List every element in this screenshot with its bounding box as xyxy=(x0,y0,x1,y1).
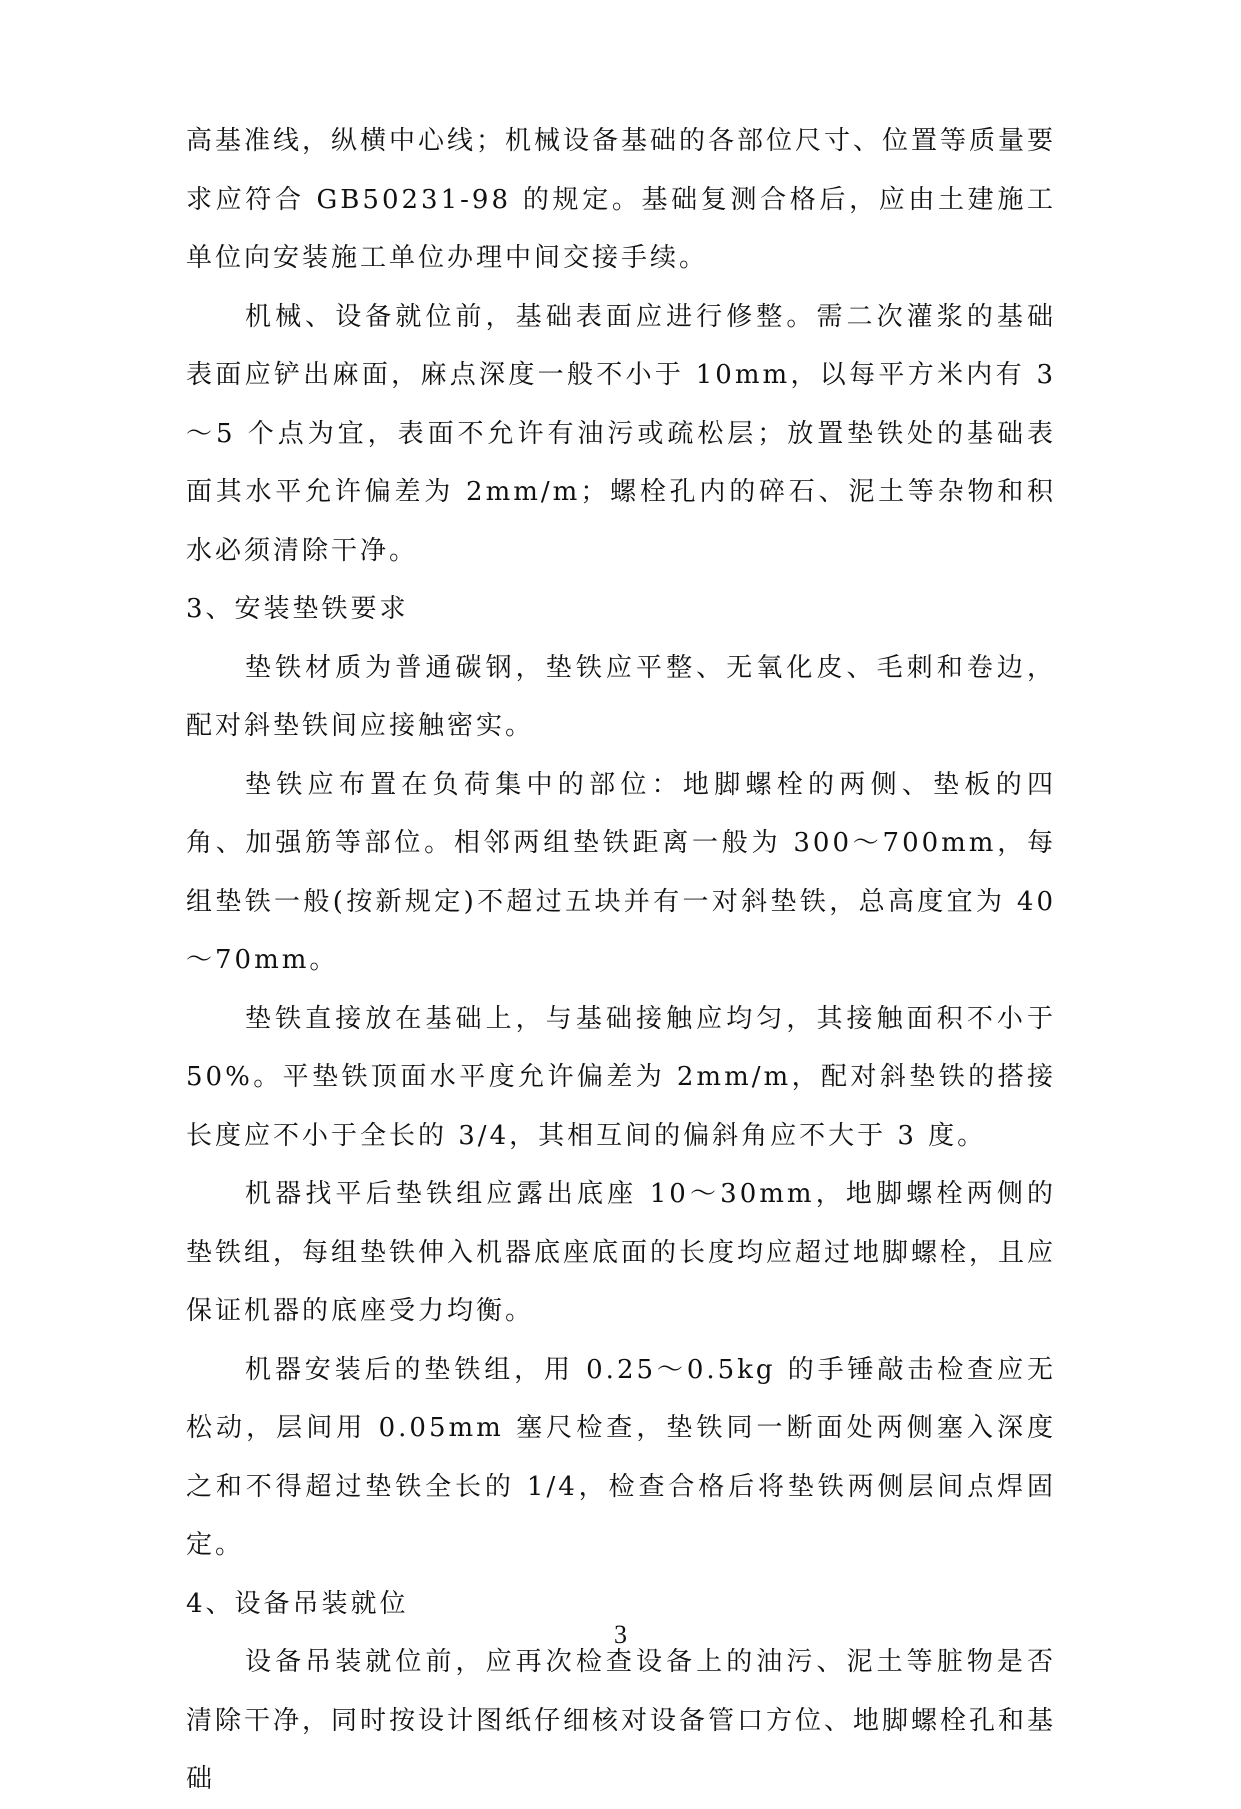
body-paragraph: 垫铁材质为普通碳钢，垫铁应平整、无氧化皮、毛刺和卷边，配对斜垫铁间应接触密实。 xyxy=(186,652,1056,741)
body-paragraph: 机器安装后的垫铁组，用 0.25～0.5kg 的手锤敲击检查应无松动，层间用 0.05mm 塞尺检查，垫铁同一断面处两侧塞入深度之和不得超过垫铁全长的 1/4，检查合格后将垫铁两侧层间点焊固定。 xyxy=(186,1354,1056,1560)
body-paragraph: 垫铁直接放在基础上，与基础接触应均匀，其接触面积不小于 50%。平垫铁顶面水平度允许偏差为 2mm/m，配对斜垫铁的搭接长度应不小于全长的 3/4，其相互间的偏斜角应不大于 3 度。 xyxy=(186,1003,1056,1151)
body-paragraph: 机器找平后垫铁组应露出底座 10～30mm，地脚螺栓两侧的垫铁组，每组垫铁伸入机器底座底面的长度均应超过地脚螺栓，且应保证机器的底座受力均衡。 xyxy=(186,1179,1057,1326)
document-body xyxy=(186,112,1056,1809)
page-number: 3 xyxy=(614,1620,627,1649)
body-paragraph: 高基准线，纵横中心线；机械设备基础的各部位尺寸、位置等质量要求应符合 GB50231-98 的规定。基础复测合格后，应由土建施工单位向安装施工单位办理中间交接手续。 xyxy=(186,126,1057,273)
body-paragraph: 垫铁应布置在负荷集中的部位：地脚螺栓的两侧、垫板的四角、加强筋等部位。相邻两组垫铁距离一般为 300～700mm，每组垫铁一般(按新规定)不超过五块并有一对斜垫铁，总高度宜为 40～70mm。 xyxy=(186,769,1056,975)
section-heading: 4、设备吊装就位 xyxy=(186,1588,409,1619)
section-heading: 3、安装垫铁要求 xyxy=(186,594,409,624)
body-paragraph: 设备吊装就位前，应再次检查设备上的油污、泥土等脏物是否清除干净，同时按设计图纸仔细核对设备管口方位、地脚螺栓孔和基础 xyxy=(186,1647,1057,1794)
body-paragraph: 机械、设备就位前，基础表面应进行修整。需二次灌浆的基础表面应铲出麻面，麻点深度一般不小于 10mm，以每平方米内有 3～5 个点为宜，表面不允许有油污或疏松层；放置垫铁处的基础表面其水平允许偏差为 2mm/m；螺栓孔内的碎石、泥土等杂物和积水必须清除干净。 xyxy=(186,301,1056,566)
